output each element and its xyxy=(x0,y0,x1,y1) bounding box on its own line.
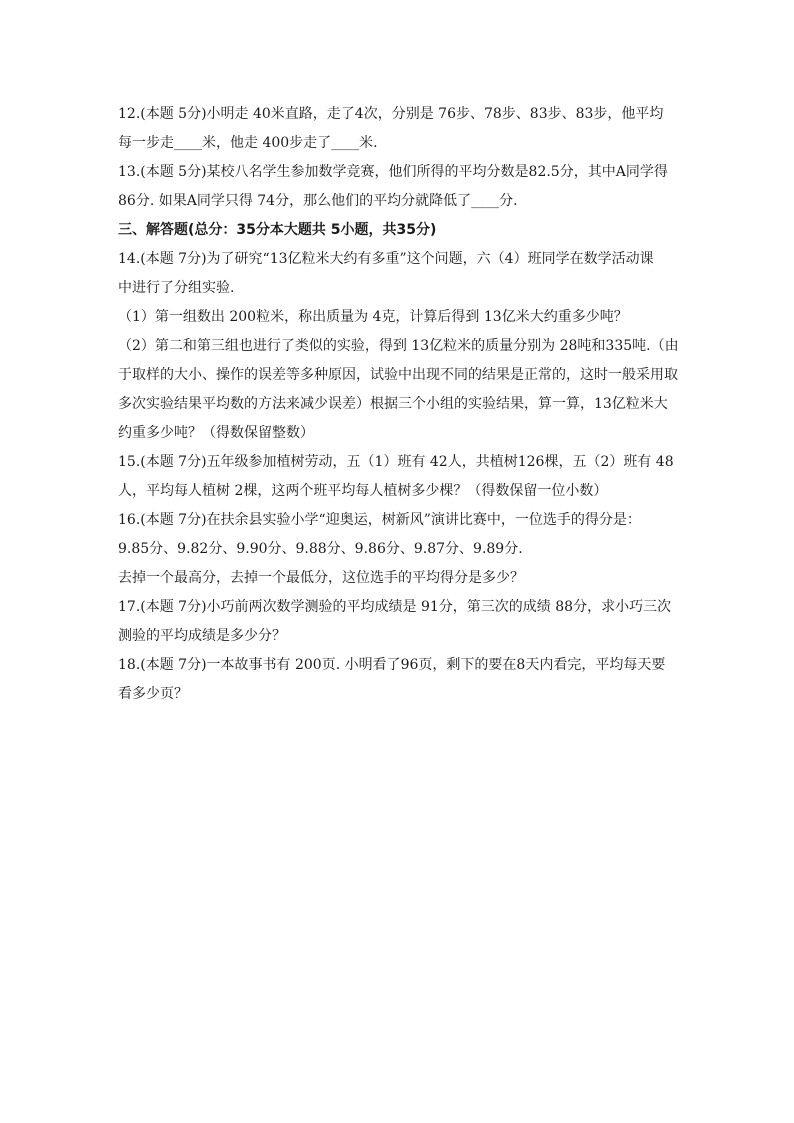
q14-line-2: 中进行了分组实验. xyxy=(118,280,235,296)
q14-part2-line-3: 多次实验结果平均数的方法来减少误差）根据三个小组的实验结果，算一算，13亿粒米大 xyxy=(118,396,668,412)
q18-line-1: 18.(本题 7分)一本故事书有 200页. 小明看了96页，剩下的要在8天内看完，平均每天要 xyxy=(118,657,666,673)
q12-line-1: 12.(本题 5分)小明走 40米直路，走了4次，分别是 76步、78步、83步、83步，他平均 xyxy=(118,106,664,122)
q14-part2-line-2: 于取样的大小、操作的误差等多种原因，试验中出现不同的结果是正常的，这时一般采用取 xyxy=(118,367,678,383)
q13-line-1: 13.(本题 5分)某校八名学生参加数学竞赛，他们所得的平均分数是82.5分，其中A同学得 xyxy=(118,164,668,180)
q18-line-2: 看多少页？ xyxy=(118,686,188,702)
q15-line-2: 人，平均每人植树 2棵，这两个班平均每人植树多少棵？（得数保留一位小数） xyxy=(118,483,608,499)
q15-line-1: 15.(本题 7分)五年级参加植树劳动，五（1）班有 42人，共植树126棵，五（2）班有 48 xyxy=(118,454,674,470)
q17-line-2: 测验的平均成绩是多少分？ xyxy=(118,628,286,644)
q16-line-2: 9.85分、9.82分、9.90分、9.88分、9.86分、9.87分、9.89分. xyxy=(118,541,523,557)
q16-line-1: 16.(本题 7分)在扶余县实验小学“迎奥运，树新风”演讲比赛中，一位选手的得分是： xyxy=(118,512,641,528)
q16-line-3: 去掉一个最高分，去掉一个最低分，这位选手的平均得分是多少？ xyxy=(118,570,524,586)
q14-part2-line-1: （2）第二和第三组也进行了类似的实验，得到 13亿粒米的质量分别为 28吨和335吨.（由 xyxy=(118,338,679,354)
q14-part1: （1）第一组数出 200粒米，称出质量为 4克，计算后得到 13亿米大约重多少吨？ xyxy=(118,309,628,325)
q13-line-2: 86分. 如果A同学只得 74分，那么他们的平均分就降低了____分. xyxy=(118,193,518,209)
q14-line-1: 14.(本题 7分)为了研究“13亿粒米大约有多重”这个问题，六（4）班同学在数学活动课 xyxy=(118,251,654,267)
document-body xyxy=(118,100,678,709)
q12-line-2: 每一步走____米，他走 400步走了____米. xyxy=(118,135,378,151)
section-heading: 三、解答题(总分：35分本大题共 5小题，共35分) xyxy=(118,222,437,238)
q17-line-1: 17.(本题 7分)小巧前两次数学测验的平均成绩是 91分，第三次的成绩 88分，求小巧三次 xyxy=(118,599,672,615)
q14-part2-line-4: 约重多少吨？（得数保留整数） xyxy=(118,425,314,441)
